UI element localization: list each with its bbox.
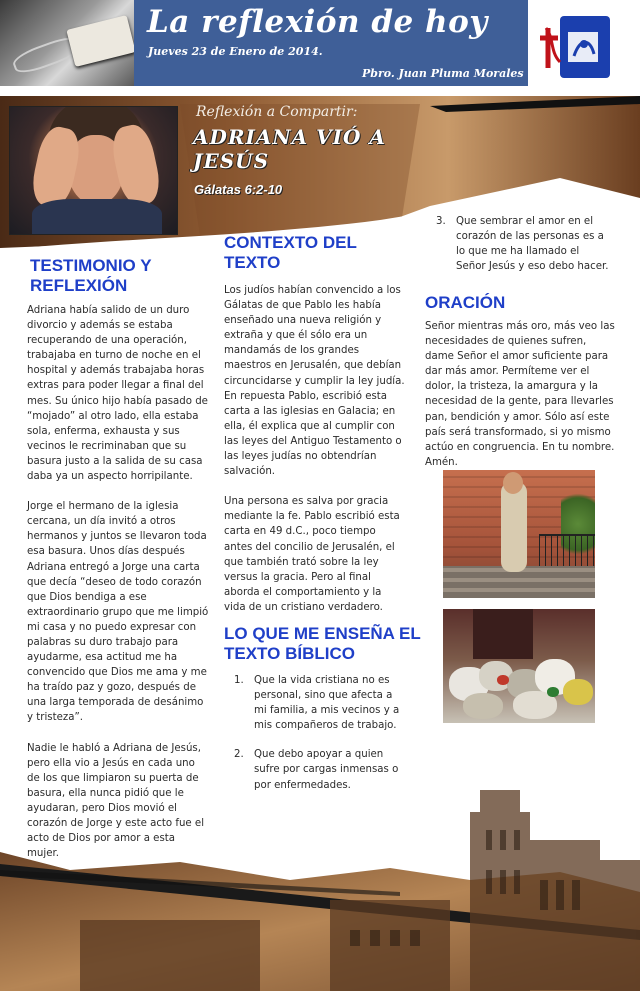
- open-bible-shape: [66, 15, 134, 67]
- ensena-item-2-number: 2.: [234, 749, 244, 761]
- bible-reference: Gálatas 6:2-10: [194, 182, 283, 197]
- header-bible-photo: [0, 0, 134, 86]
- ensena-item-3-text: Que sembrar el amor en el corazón de las personas es a lo que me ha llamado el Señor Jesús y eso debo hacer.: [456, 216, 609, 273]
- ensena-item-2: [234, 747, 404, 792]
- oracion-body: Señor mientras más oro, más veo las necesidades de quienes sufren, dame Señor el amor suficiente para dar más amor. Permíteme ver el dolor, la tristeza, la amargura y la necesidad de la gente, para llevarles pan, bendición y amor. Sólo así este país será transformado, si yo mismo actúo en congruencia. En tu nombre. Amén.: [425, 321, 615, 468]
- testimonio-paragraph-1: Adriana había salido de un duro divorcio y además se estaba recuperando de una operación, trabajaba en turno de noche en el hospital y además trabajaba horas extras para poder llegar a final del mes. Su único hijo había pasado de “mojado” al otro lado, ella estaba sola, enferma, exhausta y sus vecinos le recriminaban que su basura justo a la salida de su casa daba ya un aspecto horripilante.: [27, 305, 208, 483]
- ensena-item-3: [436, 214, 612, 274]
- page-title: La reflexión de hoy: [147, 4, 488, 40]
- man-sweeping-photo: [443, 470, 595, 598]
- distressed-woman-photo: [9, 106, 178, 235]
- reflection-subtitle: Reflexión a Compartir:: [196, 104, 358, 120]
- church-logo: [538, 8, 616, 84]
- ensena-list-continued: [436, 214, 612, 288]
- contexto-paragraph-1: Los judíos habían convencido a los Gálatas de que Pablo les había enseñado una nueva religión y extraña y que él sólo era un mandamás de los grandes maestros en Jerusalén, que debían circuncidarse y cumplir la ley judía. En repuesta Pablo, escribió esta carta a las iglesias en Galacia; en ella, él explica que al cumplir con las leyes del Antiguo Testamento o las leyes judías no obtendrían salvación.: [224, 285, 405, 478]
- reflection-title: ADRIANA VIÓ A JESÚS: [193, 125, 386, 173]
- oracion-heading: ORACIÓN: [425, 293, 506, 312]
- testimonio-heading: TESTIMONIO Y REFLEXIÓN: [30, 256, 152, 295]
- ensena-item-2-text: Que debo apoyar a quien sufre por cargas inmensas o por enfermedades.: [254, 749, 399, 791]
- ensena-item-3-number: 3.: [436, 216, 446, 227]
- contexto-paragraph-2: Una persona es salva por gracia mediante la fe. Pablo escribió esta carta en 49 d.C., poco tiempo antes del concilio de Jerusalén, el que también trató sobre la ley versus la gracia. Pero al final aborda el comportamiento y la vida de un cristiano verdadero.: [224, 496, 400, 613]
- contexto-body: [224, 283, 406, 630]
- garbage-pile-photo: [443, 609, 595, 723]
- publication-date: Jueves 23 de Enero de 2014.: [148, 45, 323, 58]
- author-name: Pbro. Juan Pluma Morales: [362, 67, 524, 80]
- ensena-item-1-text: Que la vida cristiana no es personal, sino que afecta a mi familia, a mis vecinos y a mis compañeros de trabajo.: [254, 675, 400, 732]
- testimonio-paragraph-2: Jorge el hermano de la iglesia cercana, un día invitó a otros hermanos y juntos se llevaron toda esa basura. Unos días después Adriana entregó a Jorge una carta que decía “deseo de todo corazón que Dios bendiga a ese extraordinario grupo que me limpió mi casa y no puedo expresar con palabras su duro trabajo para ayudarme, esa actitud me ha convencido que Dios me ama y me ha traído paz y gozo, después de una larga temporada de desánimo y tristeza”.: [27, 501, 209, 724]
- testimonio-body: [27, 303, 209, 876]
- contexto-heading: CONTEXTO DEL TEXTO: [224, 233, 357, 272]
- ensena-heading: LO QUE ME ENSEÑA EL TEXTO BÍBLICO: [224, 624, 421, 663]
- ensena-item-1-number: 1.: [234, 675, 244, 686]
- ensena-item-1: [234, 673, 404, 733]
- testimonio-paragraph-3: Nadie le habló a Adriana de Jesús, pero ella vio a Jesús en cada uno de los que limpiaron su puerta de basura, ella nunca pidió que le ayudaran, pero Dios movió el corazón de Jorge y este acto fue el acto de Dios por amor a esta mujer.: [27, 742, 205, 860]
- ensena-list: [234, 673, 404, 807]
